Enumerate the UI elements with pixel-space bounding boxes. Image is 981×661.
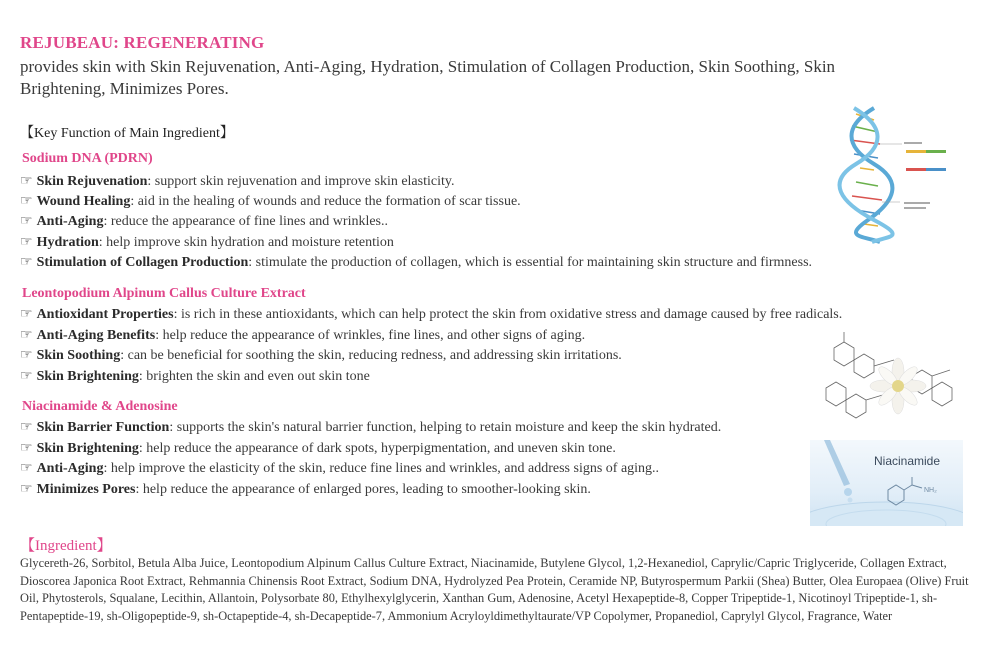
pointing-hand-icon: ☞ xyxy=(20,348,33,363)
benefit-term: Skin Brightening xyxy=(36,441,139,456)
benefit-term: Anti-Aging xyxy=(36,461,104,476)
benefit-desc: : help improve skin hydration and moisture retention xyxy=(98,235,394,250)
section-title-leontopodium: Leontopodium Alpinum Callus Culture Extract xyxy=(22,286,306,301)
edelweiss-molecule-image xyxy=(816,326,966,422)
pointing-hand-icon: ☞ xyxy=(20,174,33,189)
pointing-hand-icon: ☞ xyxy=(20,461,33,476)
benefit-desc: : help reduce the appearance of dark spots, hyperpigmentation, and uneven skin tone. xyxy=(138,441,616,456)
benefit-desc: : help reduce the appearance of wrinkles, fine lines, and other signs of aging. xyxy=(155,328,586,343)
pointing-hand-icon: ☞ xyxy=(20,255,33,270)
benefit-line xyxy=(20,460,659,478)
key-function-heading: 【Key Function of Main Ingredient】 xyxy=(20,126,234,141)
pointing-hand-icon: ☞ xyxy=(20,369,33,384)
benefit-term: Skin Rejuvenation xyxy=(36,174,148,189)
benefit-line xyxy=(20,193,521,211)
benefit-line xyxy=(20,440,616,458)
benefit-line xyxy=(20,213,388,231)
benefit-line xyxy=(20,347,622,365)
benefit-term: Anti-Aging Benefits xyxy=(36,328,156,343)
pointing-hand-icon: ☞ xyxy=(20,235,33,250)
benefit-desc: : supports the skin's natural barrier function, helping to retain moisture and keep the skin hydrated. xyxy=(169,420,722,435)
benefit-desc: : help improve the elasticity of the skin, reduce fine lines and wrinkles, and address signs of aging.. xyxy=(103,461,660,476)
benefit-line xyxy=(20,234,394,252)
benefit-line xyxy=(20,173,454,191)
pointing-hand-icon: ☞ xyxy=(20,420,33,435)
ingredient-list: Glycereth-26, Sorbitol, Betula Alba Juice, Leontopodium Alpinum Callus Culture Extract, Niacinamide, Butylene Glycol, 1,2-Hexanediol, Caprylic/Capric Triglyceride, Collagen Extract, Dioscorea Japonica Root Extract, Rehmannia Chinensis Root Extract, Sodium DNA, Hydrolyzed Pea Protein, Ceramide NP, Butyrospermum Parkii (Shea) Butter, Olea Europaea (Olive) Fruit Oil, Phytosterols, Squalane, Lecithin, Allantoin, Polysorbate 80, Ethylhexylglycerin, Xanthan Gum, Adenosine, Acetyl Hexapeptide-8, Copper Tripeptide-1, Nicotinoyl Tripeptide-1, sh-Pentapeptide-19, sh-Oligopeptide-9, sh-Octapeptide-4, sh-Decapeptide-7, Ammonium Acryloyldimethyltaurate/VP Copolymer, Propanediol, Caprylyl Glycol, Fragrance, Water xyxy=(20,556,969,623)
pointing-hand-icon: ☞ xyxy=(20,194,33,209)
benefit-term: Skin Brightening xyxy=(36,369,139,384)
benefit-line xyxy=(20,306,842,324)
benefit-term: Anti-Aging xyxy=(36,214,104,229)
benefit-term: Wound Healing xyxy=(36,194,131,209)
benefit-desc: : help reduce the appearance of enlarged pores, leading to smoother-looking skin. xyxy=(135,482,591,497)
benefit-line xyxy=(20,327,585,345)
nh2-label: NH₂ xyxy=(924,487,937,494)
section-title-niacinamide: Niacinamide & Adenosine xyxy=(22,399,178,414)
benefit-term: Stimulation of Collagen Production xyxy=(36,255,249,270)
benefit-desc: : brighten the skin and even out skin tone xyxy=(138,369,370,384)
benefit-line xyxy=(20,481,591,499)
product-subtitle: provides skin with Skin Rejuvenation, Anti-Aging, Hydration, Stimulation of Collagen Production, Skin Soothing, Skin Brightening, Minimizes Pores. xyxy=(20,57,836,98)
benefit-desc: : can be beneficial for soothing the skin, reducing redness, and addressing skin irritations. xyxy=(120,348,622,363)
benefit-desc: : is rich in these antioxidants, which can help protect the skin from oxidative stress and damage caused by free radicals. xyxy=(173,307,843,322)
pointing-hand-icon: ☞ xyxy=(20,307,33,322)
pointing-hand-icon: ☞ xyxy=(20,441,33,456)
pointing-hand-icon: ☞ xyxy=(20,482,33,497)
benefit-line xyxy=(20,419,721,437)
benefit-term: Antioxidant Properties xyxy=(36,307,174,322)
pointing-hand-icon: ☞ xyxy=(20,328,33,343)
niacinamide-label: Niacinamide xyxy=(874,454,941,468)
benefit-line xyxy=(20,254,812,272)
benefit-desc: : reduce the appearance of fine lines and wrinkles.. xyxy=(103,214,389,229)
benefit-line xyxy=(20,368,370,386)
product-title: REJUBEAU: REGENERATING xyxy=(20,33,265,52)
benefit-term: Minimizes Pores xyxy=(36,482,136,497)
section-title-sodium-dna: Sodium DNA (PDRN) xyxy=(22,151,153,166)
benefit-term: Skin Barrier Function xyxy=(36,420,170,435)
benefit-desc: : support skin rejuvenation and improve skin elasticity. xyxy=(147,174,455,189)
niacinamide-image xyxy=(810,440,963,526)
pointing-hand-icon: ☞ xyxy=(20,214,33,229)
benefit-desc: : stimulate the production of collagen, which is essential for maintaining skin structure and firmness. xyxy=(248,255,813,270)
ingredient-heading: 【Ingredient】 xyxy=(20,538,112,554)
benefit-term: Skin Soothing xyxy=(36,348,121,363)
benefit-term: Hydration xyxy=(36,235,99,250)
benefit-desc: : aid in the healing of wounds and reduce the formation of scar tissue. xyxy=(130,194,521,209)
dna-helix-image xyxy=(834,106,964,244)
